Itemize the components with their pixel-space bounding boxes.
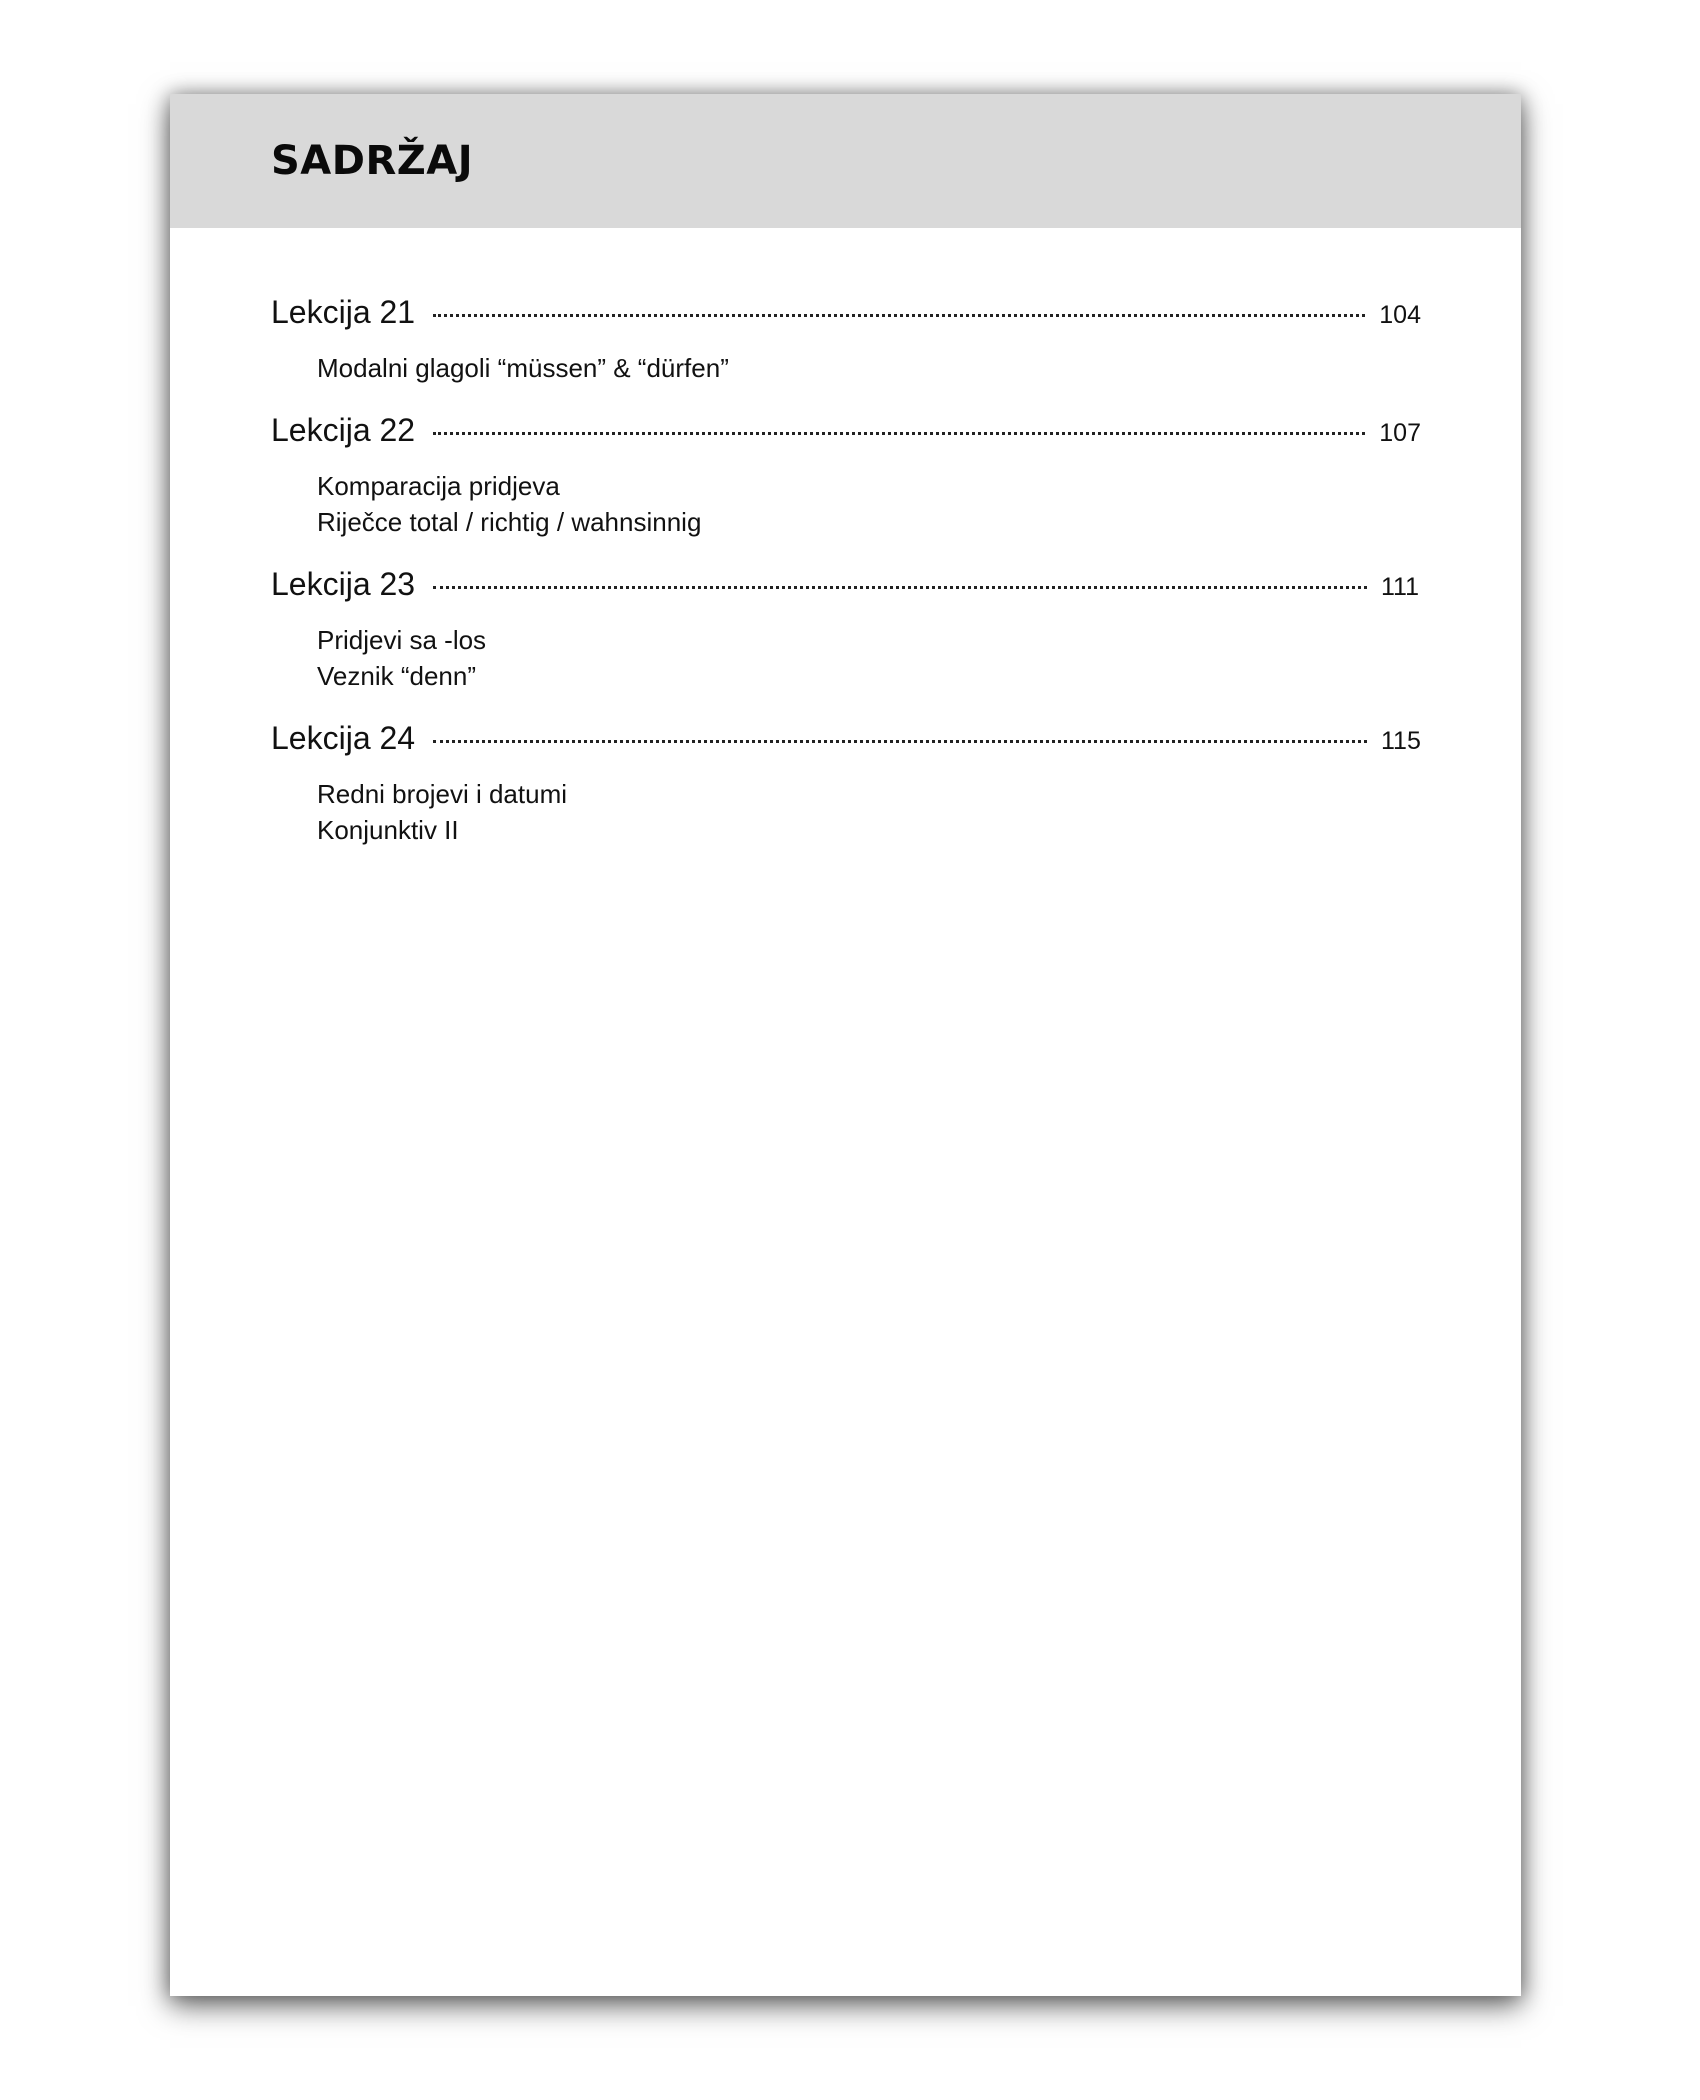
dot-leader [433,432,1365,435]
toc-entry-lekcija-23 [271,566,1421,694]
topic-item: Modalni glagoli “müssen” & “dürfen” [317,353,729,383]
topic-list [271,622,1421,694]
dot-leader [433,586,1367,589]
toc-line [271,412,1421,462]
toc-line [271,720,1421,770]
topic-item: Konjunktiv II [317,815,459,845]
topic-item: Redni brojevi i datumi [317,779,568,809]
page-number: 111 [1381,573,1420,601]
topic-list [271,468,1421,540]
topic-list [271,350,1421,386]
topic-item: Riječce total / richtig / wahnsinnig [317,507,702,537]
document-page [170,94,1521,1996]
lesson-title: Lekcija 21 [271,294,416,330]
page-number: 104 [1379,301,1421,329]
toc-line [271,566,1421,616]
topic-item: Pridjevi sa -los [317,625,487,655]
dot-leader [433,740,1367,743]
toc-entry-lekcija-22 [271,412,1421,540]
lesson-title: Lekcija 22 [271,412,416,448]
dot-leader [433,314,1365,317]
toc-entry-lekcija-21 [271,294,1421,386]
lesson-title: Lekcija 24 [271,720,416,756]
toc-line [271,294,1421,344]
topic-list [271,776,1421,848]
toc-entry-lekcija-24 [271,720,1421,848]
page-number: 115 [1381,727,1421,755]
page-header [170,94,1521,228]
topic-item: Komparacija pridjeva [317,471,560,501]
page-title: SADRŽAJ [271,138,474,184]
topic-item: Veznik “denn” [317,661,476,691]
table-of-contents [271,294,1421,874]
page-number: 107 [1379,419,1421,447]
lesson-title: Lekcija 23 [271,566,416,602]
